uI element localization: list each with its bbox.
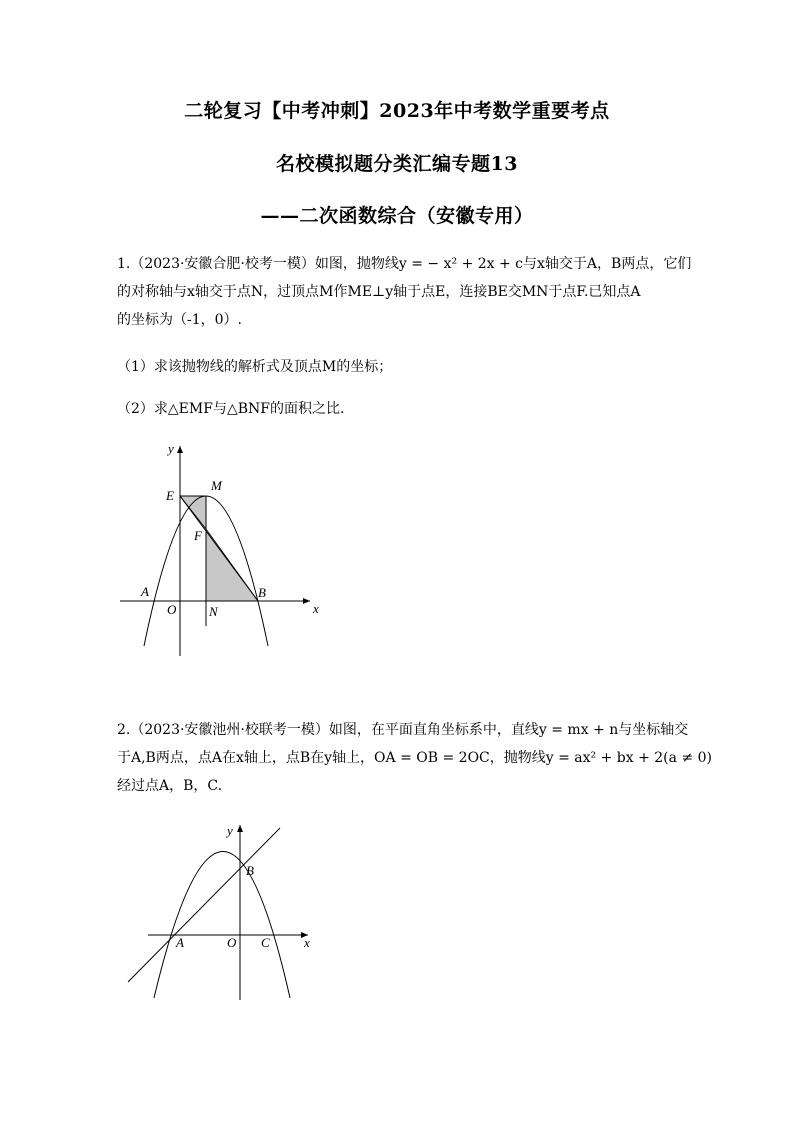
label-b: B: [258, 585, 266, 600]
problem-1-line-3: 的坐标为（-1，0）.: [117, 312, 242, 328]
title-line-1: 二轮复习【中考冲刺】2023年中考数学重要考点: [184, 100, 610, 122]
label-x: x: [304, 935, 310, 950]
label-m: M: [211, 478, 222, 493]
problem-2-text: [117, 716, 712, 800]
problem-1-line-2: 的对称轴与x轴交于点N，过顶点M作ME⊥y轴于点E，连接BE交MN于点F.已知点A: [117, 284, 641, 300]
title-line-2: 名校模拟题分类汇编专题13: [276, 153, 518, 175]
label-x: x: [313, 601, 319, 616]
label-a: A: [141, 584, 149, 599]
title-line-3: ——二次函数综合（安徽专用）: [260, 205, 534, 227]
label-c: C: [261, 935, 270, 950]
problem-2-line-2: 于A,B两点，点A在x轴上，点B在y轴上，OA = OB = 2OC，抛物线y = ax² + bx + 2(a ≠ 0): [117, 750, 712, 766]
problem-2-line-1: 2.（2023·安徽池州·校联考一模）如图，在平面直角坐标系中，直线y = mx + n与坐标轴交: [117, 722, 689, 738]
parabola: [154, 852, 290, 999]
problem-1-text: [117, 250, 692, 334]
label-a: A: [176, 935, 184, 950]
problem-1-question-2: （2）求△EMF与△BNF的面积之比.: [117, 401, 345, 417]
label-o: O: [167, 602, 177, 617]
x-axis-arrow: [303, 598, 310, 604]
problem-1-question-1: （1）求该抛物线的解析式及顶点M的坐标；: [117, 359, 393, 375]
label-n: N: [209, 604, 218, 619]
problem-1-line-1: 1.（2023·安徽合肥·校考一模）如图，抛物线y = − x² + 2x + c与x轴交于A，B两点，它们: [117, 256, 692, 272]
label-o: O: [227, 935, 237, 950]
label-e: E: [166, 488, 174, 503]
y-axis-arrow: [177, 446, 183, 453]
line-ab: [128, 828, 280, 982]
label-y: y: [227, 823, 233, 838]
label-f: F: [194, 528, 202, 543]
problem-1-figure: [110, 436, 330, 661]
problem-2-line-3: 经过点A，B，C.: [117, 778, 223, 794]
problem-2-figure: [118, 820, 328, 1005]
label-b: B: [246, 863, 254, 878]
label-y: y: [168, 441, 174, 456]
y-axis-arrow: [237, 825, 243, 832]
